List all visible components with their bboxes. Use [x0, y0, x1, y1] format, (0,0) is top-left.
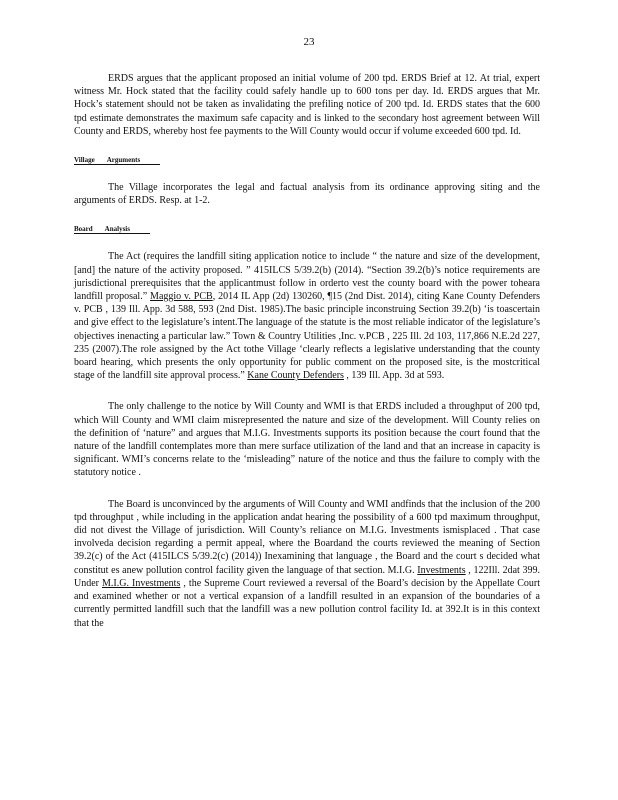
paragraph-board-unconvinced — [74, 498, 540, 630]
paragraph-village-incorporates: The Village incorporates the legal and factual analysis from its ordinance approving siting and the arguments of ERDS. Resp. at 1-2. — [74, 182, 540, 207]
paragraph-text: , the Supreme Court reviewed a reversal of the Board’s decision by the Appellate Court and examined whether or not a vertical expansion of a landfill resulted in an expansion of the boundaries of a currently permitted landfill such that the landfill was a new pollution control facility Id. at 392.It is in this context that the — [74, 577, 540, 629]
case-citation-mig-investments: M.I.G. Investments — [102, 577, 181, 589]
paragraph-erds-argues: ERDS argues that the applicant proposed an initial volume of 200 tpd. ERDS Brief at 12. At trial, expert witness Mr. Hock stated that the facility could safely handle up to 600 tons per day. Id. ERDS argues that Mr. Hock’s statement should not be taken as invalidating the prefiling notice of 200 tpd. Id. ERDS states that the 600 tpd estimate demonstrates the maximum safe capacity and is linked to the secondary host agreement between Will County and ERDS, whereby host fee payments to the Will County would occur if volume exceeded 600 tpd. Id. — [74, 73, 540, 137]
paragraph-act-requires — [74, 250, 540, 382]
heading-village-word: Village — [74, 156, 95, 165]
paragraph-text: The Board is unconvinced by the arguments of Will County and WMI andfinds that the inclusion of the 200 tpd throughput , while including in the application andat hearing the possibility of a 600 tpd maximum throughput, did not divest the Village of jurisdiction. Will County’s reliance on M.I.G. Investments ismisplaced . That case involveda decision regarding a permit appeal, where the Boardand the courts reviewed the meaning of Section 39.2(c) of the Act (415ILCS 5/39.2(c) (2014)) Inexamining that language , the Board and the court s decided what constitut es anew pollution control facility given the language of that section. M.I.G. — [74, 498, 540, 576]
case-citation-kane-county: Kane County Defenders — [247, 370, 344, 382]
case-citation-investments: Investments — [417, 564, 466, 576]
paragraph-text: , 2014 IL App (2d) 130260, ¶15 (2nd Dist. 2014), citing Kane County Defenders v. PCB , 139 Ill. App. 3d 588, 593 (2nd Dist. 1985).The basic principle inconstruing Section 39.2(b) ‘is toascertain and give effect to the legislature’s intent.The language of the statute is the most reliable indicator of the legislature’s objectives inenacting a particular law.” Town & Country Utilities ,Inc. v.PCB , 225 Ill. 2d 103, 117,866 N.E.2d 227, 235 (2007).The role assigned by the Act tothe Village ‘clearly reflects a legislative understanding that the county board hearing, which presents the only opportunity for public comment on the proposed site, is the mostcritical stage of the landfill site approval process.” — [74, 291, 540, 382]
paragraph-text: , 122Ill. 2dat 399. Under — [74, 564, 540, 589]
page-number: 23 — [303, 36, 315, 48]
page-content — [74, 72, 540, 630]
heading-board-word: Board — [74, 225, 93, 234]
paragraph-only-challenge: The only challenge to the notice by Will County and WMI is that ERDS included a throughput of 200 tpd, which Will County and WMI claim misrepresented the nature and size of the development. Will County relies on the definition of ‘nature” and argues that M.I.G. Investments supports its position because the court found that the nature of the landfill contemplates more than mere surface utilization of the land and that an increase in capacity is significant. WMI’s concerns relate to the ‘misleading” nature of the notice and thus the failure to comply with the statutory notice . — [74, 401, 540, 479]
heading-board-analysis — [74, 225, 540, 234]
case-citation-maggio: Maggio v. PCB — [150, 291, 213, 303]
paragraph-text: , 139 Ill. App. 3d at 593. — [343, 370, 445, 382]
heading-analysis-word: Analysis — [104, 225, 130, 234]
paragraph-text: The Act (requires the landfill siting application notice to include “ the nature and size of the development, [and] the nature of the activity proposed. ” 415ILCS 5/39.2(b) (2014). “Section 39.2(b)’s notice requirements are jurisdictional prerequisites that the applicantmust follow in orderto vest the county board with the power toheara landfill proposal.” — [74, 251, 540, 303]
heading-village-arguments — [74, 156, 540, 165]
heading-arguments-word: Arguments — [106, 156, 141, 165]
